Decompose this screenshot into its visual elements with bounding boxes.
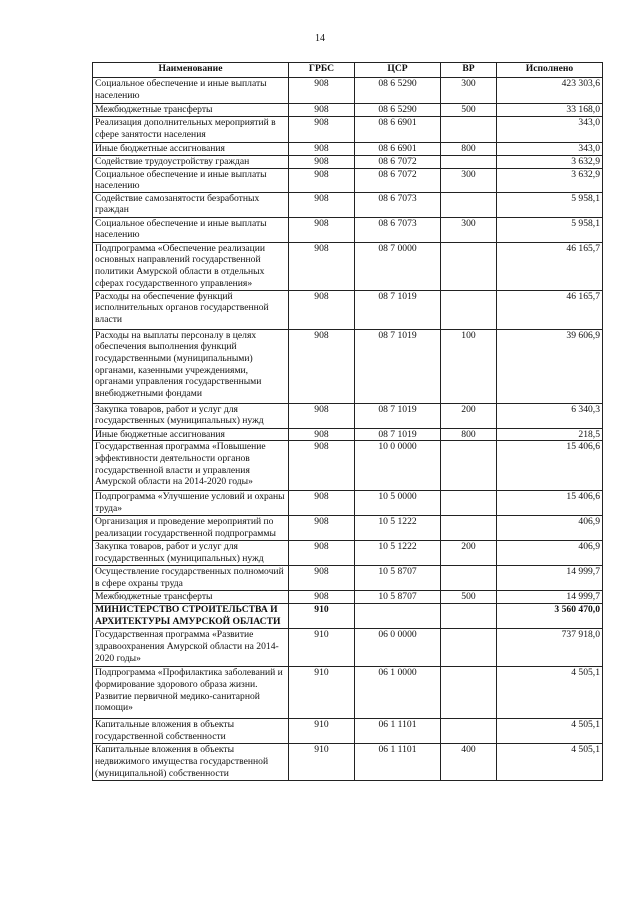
cell-vr bbox=[441, 516, 497, 541]
cell-name: Содействие трудоустройству граждан bbox=[93, 156, 289, 169]
table-row bbox=[93, 744, 603, 781]
cell-grbs: 908 bbox=[289, 541, 355, 566]
cell-csr: 08 6 6901 bbox=[355, 143, 441, 156]
table-row bbox=[93, 242, 603, 290]
cell-vr bbox=[441, 117, 497, 143]
cell-grbs: 908 bbox=[289, 516, 355, 541]
table-row bbox=[93, 217, 603, 242]
cell-executed: 5 958,1 bbox=[497, 192, 603, 217]
table-row bbox=[93, 667, 603, 719]
cell-name: Осуществление государственных полномочий в сфере охраны труда bbox=[93, 566, 289, 591]
cell-executed: 343,0 bbox=[497, 143, 603, 156]
cell-grbs: 910 bbox=[289, 667, 355, 719]
budget-table bbox=[92, 62, 603, 781]
cell-vr: 300 bbox=[441, 78, 497, 104]
table-row bbox=[93, 156, 603, 169]
table-row bbox=[93, 168, 603, 192]
cell-csr: 10 5 8707 bbox=[355, 591, 441, 604]
cell-executed: 14 999,7 bbox=[497, 591, 603, 604]
cell-grbs: 908 bbox=[289, 491, 355, 516]
cell-grbs: 908 bbox=[289, 156, 355, 169]
cell-grbs: 908 bbox=[289, 104, 355, 117]
cell-grbs: 908 bbox=[289, 78, 355, 104]
table-row bbox=[93, 403, 603, 428]
cell-vr: 800 bbox=[441, 143, 497, 156]
cell-grbs: 910 bbox=[289, 629, 355, 667]
cell-vr: 100 bbox=[441, 329, 497, 403]
cell-vr bbox=[441, 629, 497, 667]
cell-vr: 400 bbox=[441, 744, 497, 781]
cell-name: Подпрограмма «Улучшение условий и охраны труда» bbox=[93, 491, 289, 516]
cell-name: Содействие самозанятости безработных граждан bbox=[93, 192, 289, 217]
cell-vr: 500 bbox=[441, 591, 497, 604]
cell-executed: 423 303,6 bbox=[497, 78, 603, 104]
cell-grbs: 908 bbox=[289, 168, 355, 192]
table-row bbox=[93, 604, 603, 629]
table-row bbox=[93, 516, 603, 541]
cell-name: Иные бюджетные ассигнования bbox=[93, 428, 289, 441]
cell-executed: 3 632,9 bbox=[497, 156, 603, 169]
cell-grbs: 908 bbox=[289, 117, 355, 143]
page-number: 14 bbox=[315, 33, 325, 44]
cell-grbs: 908 bbox=[289, 192, 355, 217]
cell-grbs: 910 bbox=[289, 719, 355, 744]
cell-csr: 06 0 0000 bbox=[355, 629, 441, 667]
cell-name: Социальное обеспечение и иные выплаты населению bbox=[93, 168, 289, 192]
cell-csr: 06 1 1101 bbox=[355, 719, 441, 744]
cell-vr: 200 bbox=[441, 541, 497, 566]
cell-csr: 10 0 0000 bbox=[355, 441, 441, 491]
cell-name: Государственная программа «Развитие здравоохранения Амурской области на 2014-2020 годы» bbox=[93, 629, 289, 667]
cell-name: Капитальные вложения в объекты недвижимого имущества государственной (муниципальной) собственности bbox=[93, 744, 289, 781]
cell-vr: 300 bbox=[441, 217, 497, 242]
cell-name: Закупка товаров, работ и услуг для государственных (муниципальных) нужд bbox=[93, 541, 289, 566]
cell-csr: 08 6 6901 bbox=[355, 117, 441, 143]
table-header-row bbox=[93, 63, 603, 78]
table-row bbox=[93, 192, 603, 217]
cell-executed: 4 505,1 bbox=[497, 719, 603, 744]
cell-executed: 15 406,6 bbox=[497, 441, 603, 491]
table-row bbox=[93, 143, 603, 156]
cell-grbs: 910 bbox=[289, 604, 355, 629]
cell-executed: 406,9 bbox=[497, 541, 603, 566]
table-row bbox=[93, 78, 603, 104]
cell-executed: 406,9 bbox=[497, 516, 603, 541]
cell-csr: 08 7 1019 bbox=[355, 290, 441, 329]
cell-csr: 08 7 1019 bbox=[355, 403, 441, 428]
cell-grbs: 908 bbox=[289, 329, 355, 403]
cell-csr: 08 7 0000 bbox=[355, 242, 441, 290]
cell-name: Капитальные вложения в объекты государственной собственности bbox=[93, 719, 289, 744]
cell-vr bbox=[441, 491, 497, 516]
cell-name: Социальное обеспечение и иные выплаты населению bbox=[93, 78, 289, 104]
cell-name: МИНИСТЕРСТВО СТРОИТЕЛЬСТВА И АРХИТЕКТУРЫ АМУРСКОЙ ОБЛАСТИ bbox=[93, 604, 289, 629]
table-row bbox=[93, 428, 603, 441]
cell-vr bbox=[441, 719, 497, 744]
cell-executed: 3 632,9 bbox=[497, 168, 603, 192]
cell-name: Межбюджетные трансферты bbox=[93, 591, 289, 604]
cell-vr bbox=[441, 156, 497, 169]
table-row bbox=[93, 591, 603, 604]
cell-grbs: 908 bbox=[289, 441, 355, 491]
cell-name: Расходы на выплаты персоналу в целях обеспечения выполнения функций государственными (муниципальными) органами, казенными учреждениями, органами управления государственными внебюджетными фондами bbox=[93, 329, 289, 403]
cell-csr: 08 6 7073 bbox=[355, 192, 441, 217]
cell-grbs: 908 bbox=[289, 428, 355, 441]
cell-grbs: 908 bbox=[289, 242, 355, 290]
table-row bbox=[93, 441, 603, 491]
cell-name: Государственная программа «Повышение эффективности деятельности органов государственной власти и управления Амурской области на 2014-2020 годы» bbox=[93, 441, 289, 491]
cell-csr: 08 6 7072 bbox=[355, 156, 441, 169]
cell-csr: 08 6 5290 bbox=[355, 78, 441, 104]
cell-grbs: 908 bbox=[289, 591, 355, 604]
cell-name: Организация и проведение мероприятий по реализации государственной подпрограммы bbox=[93, 516, 289, 541]
cell-vr bbox=[441, 242, 497, 290]
table-row bbox=[93, 491, 603, 516]
cell-vr: 800 bbox=[441, 428, 497, 441]
cell-name: Закупка товаров, работ и услуг для государственных (муниципальных) нужд bbox=[93, 403, 289, 428]
table-row bbox=[93, 117, 603, 143]
cell-csr bbox=[355, 604, 441, 629]
header-grbs: ГРБС bbox=[289, 63, 355, 78]
cell-grbs: 908 bbox=[289, 217, 355, 242]
cell-grbs: 908 bbox=[289, 403, 355, 428]
cell-vr bbox=[441, 441, 497, 491]
cell-executed: 4 505,1 bbox=[497, 667, 603, 719]
cell-executed: 39 606,9 bbox=[497, 329, 603, 403]
table-row bbox=[93, 719, 603, 744]
cell-executed: 15 406,6 bbox=[497, 491, 603, 516]
cell-vr bbox=[441, 604, 497, 629]
cell-vr: 500 bbox=[441, 104, 497, 117]
cell-name: Подпрограмма «Профилактика заболеваний и формирование здорового образа жизни. Развитие первичной медико-санитарной помощи» bbox=[93, 667, 289, 719]
cell-executed: 737 918,0 bbox=[497, 629, 603, 667]
table-row bbox=[93, 329, 603, 403]
table-row bbox=[93, 629, 603, 667]
cell-csr: 10 5 8707 bbox=[355, 566, 441, 591]
cell-grbs: 908 bbox=[289, 290, 355, 329]
header-csr: ЦСР bbox=[355, 63, 441, 78]
cell-vr bbox=[441, 290, 497, 329]
header-name: Наименование bbox=[93, 63, 289, 78]
cell-name: Иные бюджетные ассигнования bbox=[93, 143, 289, 156]
cell-vr bbox=[441, 566, 497, 591]
cell-executed: 4 505,1 bbox=[497, 744, 603, 781]
cell-grbs: 910 bbox=[289, 744, 355, 781]
cell-grbs: 908 bbox=[289, 566, 355, 591]
table-row bbox=[93, 566, 603, 591]
cell-executed: 3 560 470,0 bbox=[497, 604, 603, 629]
cell-vr: 200 bbox=[441, 403, 497, 428]
cell-name: Социальное обеспечение и иные выплаты населению bbox=[93, 217, 289, 242]
cell-csr: 06 1 0000 bbox=[355, 667, 441, 719]
cell-csr: 08 7 1019 bbox=[355, 329, 441, 403]
cell-name: Реализация дополнительных мероприятий в сфере занятости населения bbox=[93, 117, 289, 143]
cell-grbs: 908 bbox=[289, 143, 355, 156]
header-vr: ВР bbox=[441, 63, 497, 78]
cell-csr: 08 7 1019 bbox=[355, 428, 441, 441]
cell-executed: 14 999,7 bbox=[497, 566, 603, 591]
cell-name: Подпрограмма «Обеспечение реализации основных направлений государственной политики Амурской области в отдельных сферах государственного управления» bbox=[93, 242, 289, 290]
cell-executed: 46 165,7 bbox=[497, 290, 603, 329]
cell-csr: 10 5 1222 bbox=[355, 541, 441, 566]
cell-csr: 08 6 7072 bbox=[355, 168, 441, 192]
cell-executed: 5 958,1 bbox=[497, 217, 603, 242]
cell-csr: 08 6 7073 bbox=[355, 217, 441, 242]
cell-csr: 08 6 5290 bbox=[355, 104, 441, 117]
table-row bbox=[93, 541, 603, 566]
cell-vr: 300 bbox=[441, 168, 497, 192]
table-row bbox=[93, 290, 603, 329]
cell-executed: 33 168,0 bbox=[497, 104, 603, 117]
header-executed: Исполнено bbox=[497, 63, 603, 78]
cell-csr: 06 1 1101 bbox=[355, 744, 441, 781]
cell-name: Межбюджетные трансферты bbox=[93, 104, 289, 117]
table-row bbox=[93, 104, 603, 117]
cell-executed: 343,0 bbox=[497, 117, 603, 143]
cell-executed: 218,5 bbox=[497, 428, 603, 441]
cell-vr bbox=[441, 192, 497, 217]
cell-vr bbox=[441, 667, 497, 719]
cell-executed: 46 165,7 bbox=[497, 242, 603, 290]
cell-csr: 10 5 1222 bbox=[355, 516, 441, 541]
cell-name: Расходы на обеспечение функций исполнительных органов государственной власти bbox=[93, 290, 289, 329]
cell-executed: 6 340,3 bbox=[497, 403, 603, 428]
cell-csr: 10 5 0000 bbox=[355, 491, 441, 516]
